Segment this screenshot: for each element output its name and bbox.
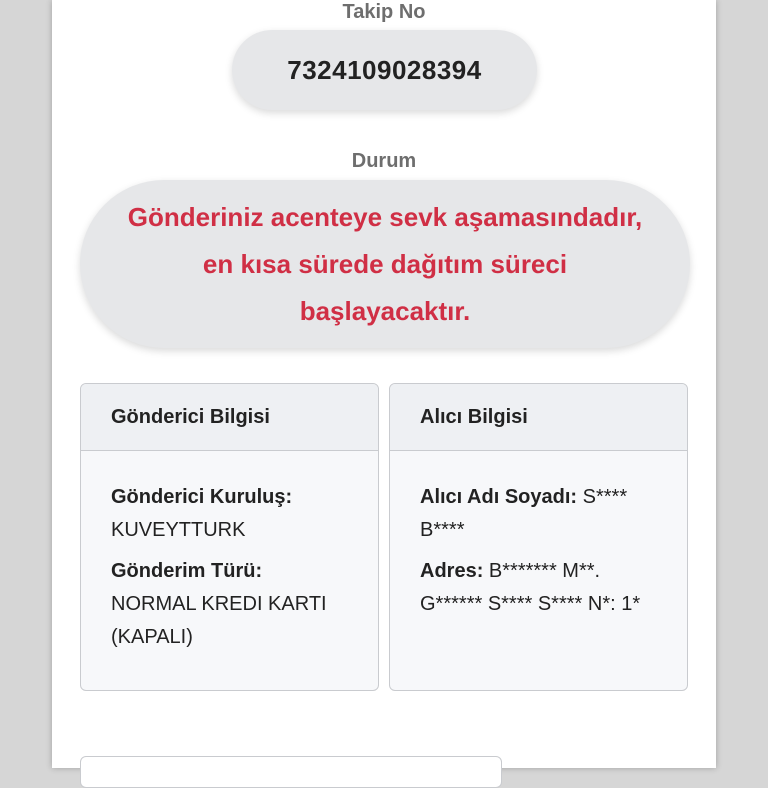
receiver-info-card: [389, 383, 688, 691]
receiver-name-field: [420, 481, 650, 547]
receiver-address-field: [420, 555, 655, 621]
shipment-type-field: [111, 555, 354, 654]
sender-info-title: Gönderici Bilgisi: [81, 384, 378, 451]
receiver-address-label: Adres:: [420, 560, 484, 582]
shipment-type-value: NORMAL KREDI KARTI (KAPALI): [111, 593, 327, 648]
sender-info-card: [80, 383, 379, 691]
sender-organization-field: [111, 481, 354, 547]
status-label: Durum: [351, 150, 417, 172]
tracking-result-page: [52, 0, 716, 768]
receiver-name-label: Alıcı Adı Soyadı:: [420, 486, 578, 508]
tracking-number-value: 7324109028394: [287, 54, 482, 85]
sender-organization-value: KUVEYTTURK: [111, 519, 246, 541]
tracking-number-label: Takip No: [342, 1, 426, 23]
sender-organization-label: Gönderici Kuruluş:: [111, 486, 293, 508]
status-message-line-1: Gönderiniz acenteye sevk aşamasındadır,: [127, 201, 643, 232]
status-box: [80, 180, 690, 348]
next-card-stub: [80, 756, 502, 788]
receiver-info-title: Alıcı Bilgisi: [390, 384, 687, 451]
tracking-number-box: [232, 30, 537, 110]
status-message-line-2: en kısa sürede dağıtım süreci: [202, 248, 568, 279]
status-message: [95, 194, 675, 335]
status-message-line-3: başlayacaktır.: [299, 295, 471, 326]
receiver-address-value: B******* M**. G****** S**** S**** N*: 1*: [420, 560, 641, 615]
shipment-type-label: Gönderim Türü:: [111, 560, 263, 582]
receiver-name-value: S**** B****: [420, 486, 628, 541]
